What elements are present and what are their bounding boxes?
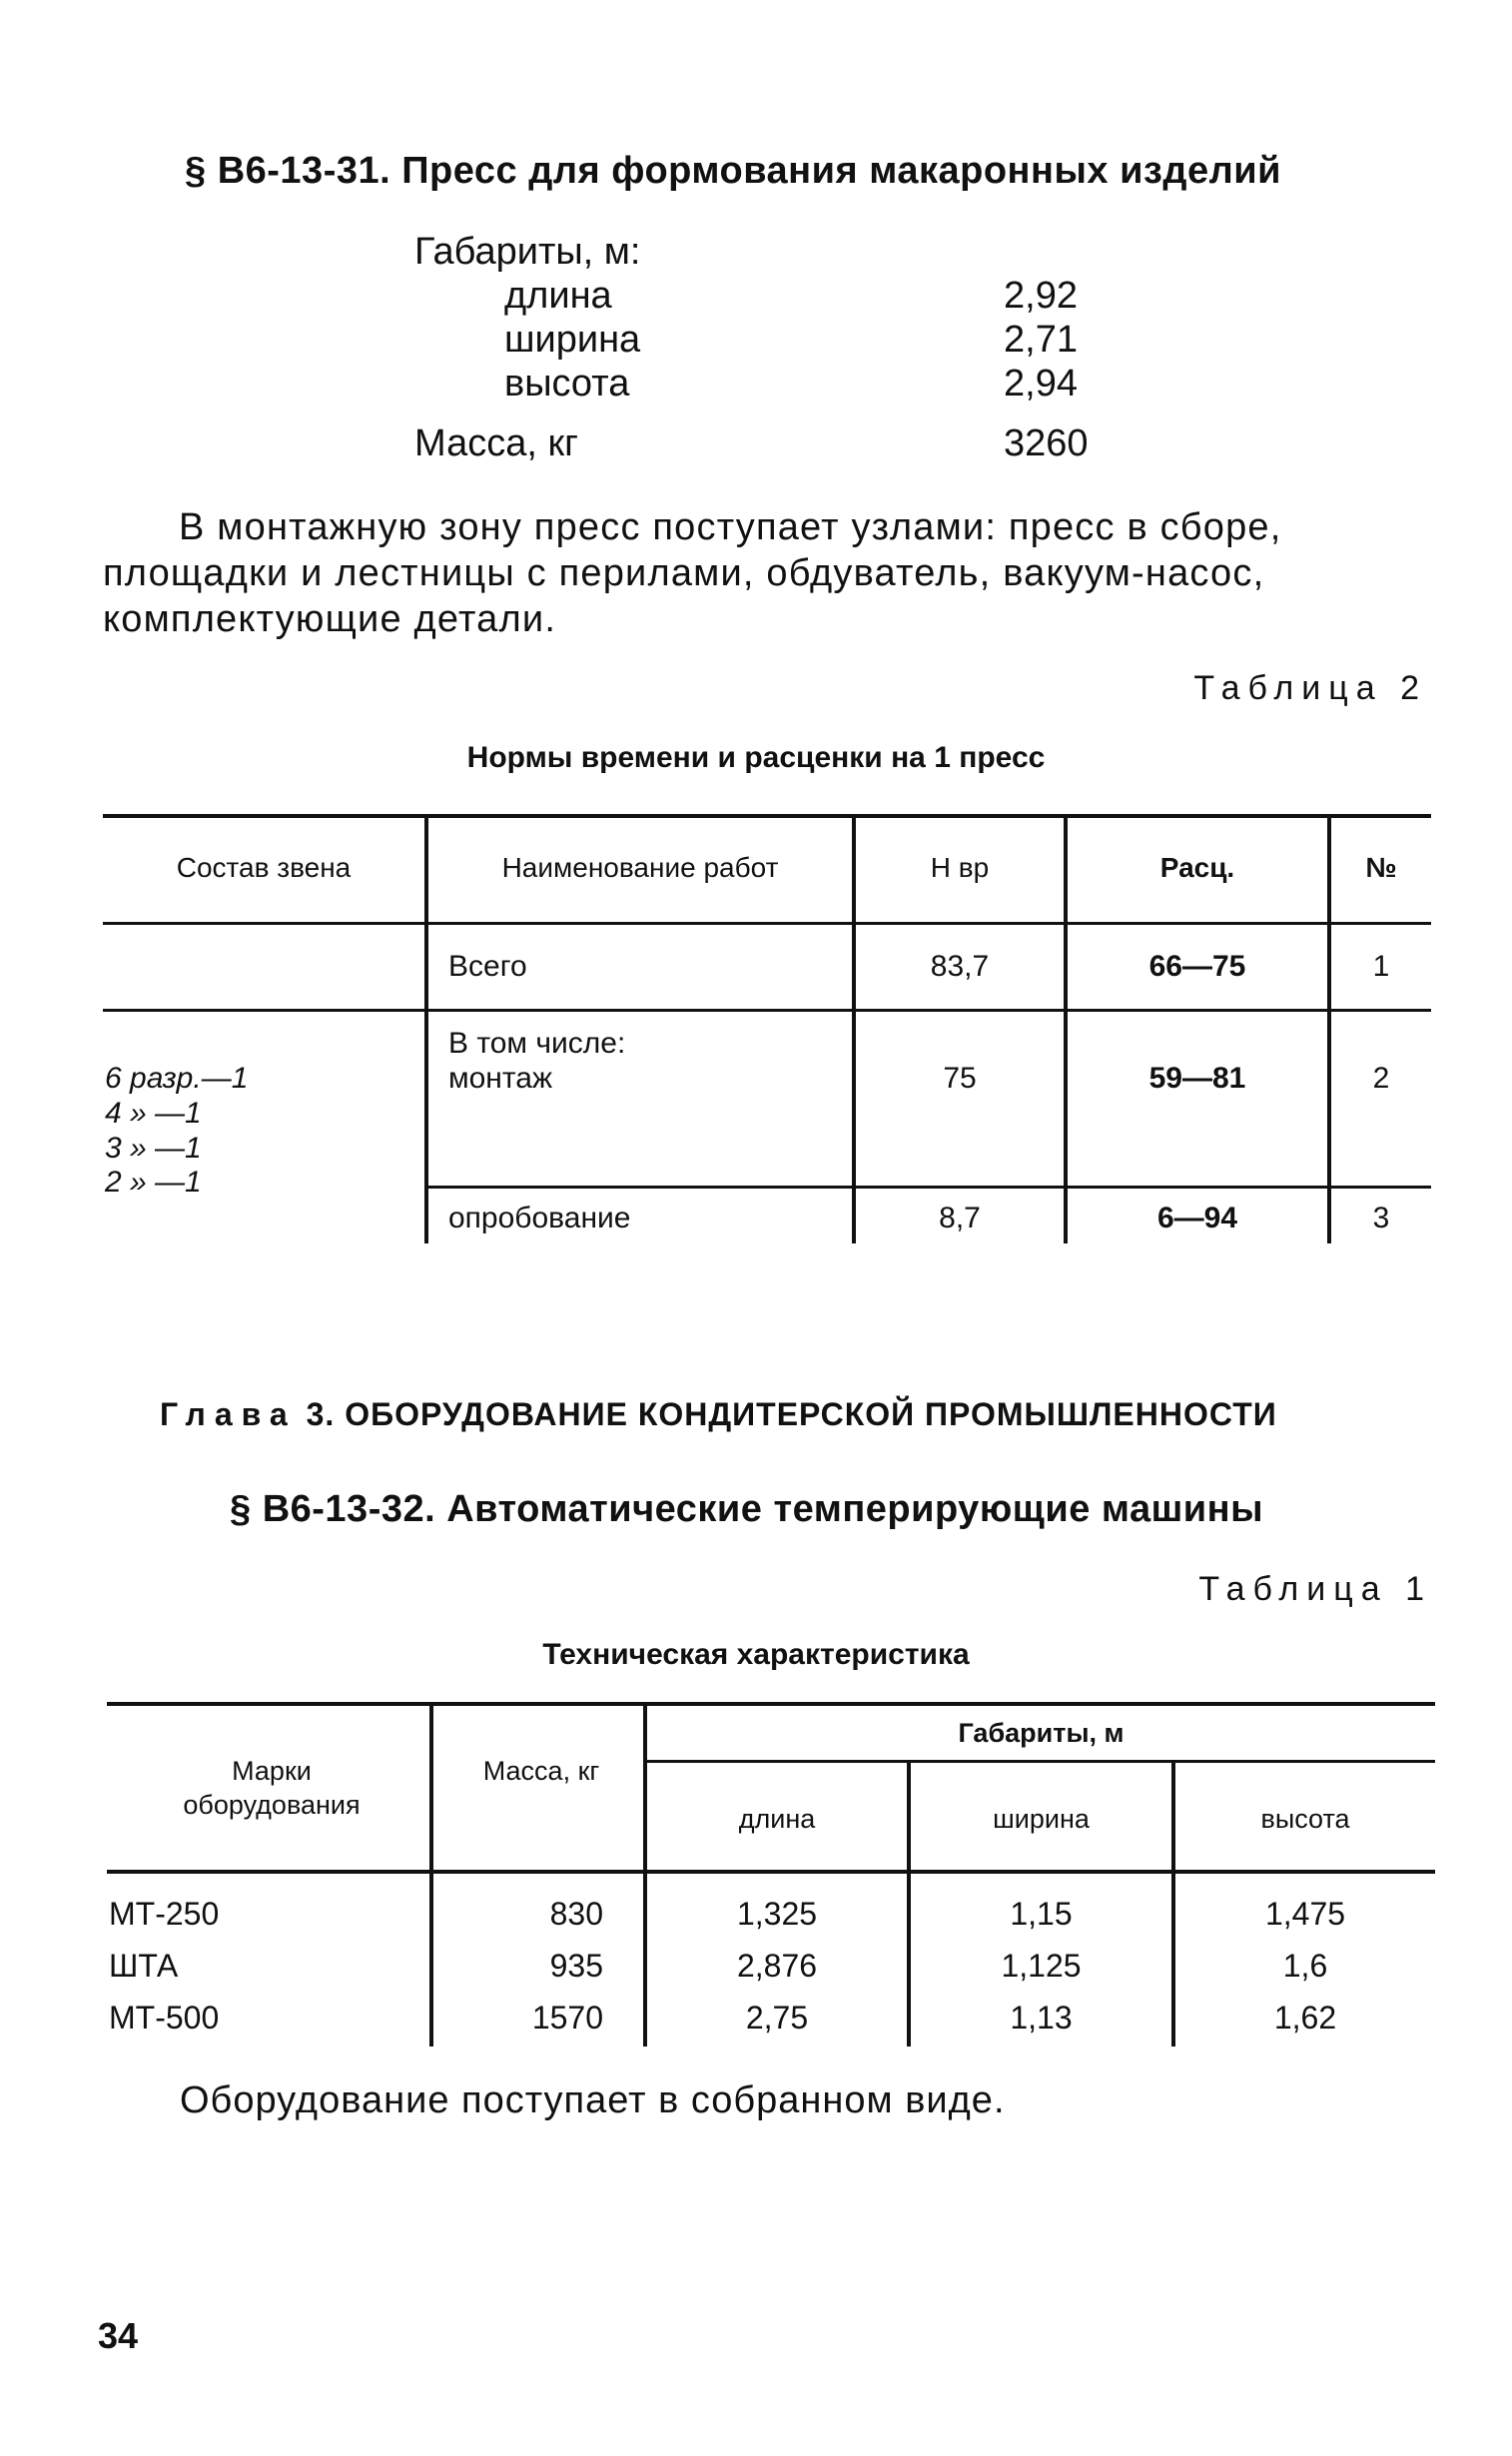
mass-cell: 830 bbox=[549, 1896, 603, 1932]
height-cell: 1,475 bbox=[1264, 1896, 1346, 1932]
chapter-title: 3. ОБОРУДОВАНИЕ КОНДИТЕРСКОЙ ПРОМЫШЛЕННОСТИ bbox=[306, 1396, 1277, 1432]
crew-line: 2 » —1 bbox=[105, 1166, 202, 1199]
col-header: Н вр bbox=[930, 852, 990, 883]
dim-value: 2,94 bbox=[1004, 363, 1078, 405]
table-col-rule bbox=[643, 1702, 647, 2047]
work-name: опробование bbox=[448, 1202, 631, 1234]
delivery-note: Оборудование поступает в собранном виде. bbox=[180, 2079, 1006, 2121]
section-heading: § В6-13-31. Пресс для формования макаронных изделий bbox=[185, 150, 1281, 192]
col-header: Состав звена bbox=[176, 852, 352, 883]
mass-cell: 935 bbox=[549, 1948, 603, 1984]
time-norm: 83,7 bbox=[930, 950, 990, 983]
width-cell: 1,15 bbox=[1010, 1896, 1073, 1932]
mass-label: Масса, кг bbox=[414, 422, 578, 464]
col-header: Расц. bbox=[1159, 852, 1235, 883]
crew-line: 4 » —1 bbox=[105, 1097, 202, 1130]
height-cell: 1,6 bbox=[1282, 1948, 1328, 1984]
table-caption: Нормы времени и расценки на 1 пресс bbox=[466, 741, 1046, 774]
time-norm: 8,7 bbox=[939, 1202, 981, 1234]
brand-cell: МТ-500 bbox=[109, 2000, 220, 2036]
rate: 6—94 bbox=[1156, 1202, 1238, 1234]
col-header-height: высота bbox=[1260, 1804, 1350, 1834]
dim-value: 2,71 bbox=[1004, 319, 1078, 361]
dimensions-label: Габариты, м: bbox=[414, 231, 641, 273]
dim-label: длина bbox=[504, 275, 612, 317]
rate: 59—81 bbox=[1148, 1062, 1246, 1095]
col-header-width: ширина bbox=[993, 1804, 1090, 1834]
page-number: 34 bbox=[98, 2315, 139, 2356]
tech-specs-table bbox=[107, 1702, 1435, 2047]
table-rule bbox=[107, 1702, 1435, 1706]
width-cell: 1,125 bbox=[1001, 1948, 1082, 1984]
table-rule bbox=[646, 1760, 1435, 1763]
table-rule bbox=[107, 1870, 1435, 1874]
table-label: Таблица 2 bbox=[1193, 669, 1427, 707]
crew-line: 6 разр.—1 bbox=[105, 1062, 249, 1095]
chapter-heading bbox=[160, 1396, 1277, 1433]
work-name: монтаж bbox=[448, 1062, 553, 1095]
height-cell: 1,62 bbox=[1273, 2000, 1337, 2036]
col-header-mass: Масса, кг bbox=[482, 1756, 600, 1786]
crew-line: 3 » —1 bbox=[105, 1132, 202, 1165]
dim-value: 2,92 bbox=[1004, 275, 1078, 317]
table-rule bbox=[103, 1009, 1431, 1012]
col-header: Наименование работ bbox=[501, 852, 779, 883]
body-paragraph bbox=[103, 504, 1431, 642]
body-paragraph-text: В монтажную зону пресс поступает узлами: пресс в сборе, площадки и лестницы с перилами, обдуватель, вакуум-насос, комплектующие детали. bbox=[103, 506, 1282, 640]
brand-cell: ШТА bbox=[109, 1948, 179, 1984]
work-name: Всего bbox=[448, 950, 527, 983]
row-number: 1 bbox=[1372, 950, 1390, 983]
mass-value: 3260 bbox=[1004, 422, 1089, 464]
length-cell: 1,325 bbox=[736, 1896, 818, 1932]
rate: 66—75 bbox=[1148, 950, 1246, 983]
col-header: № bbox=[1365, 852, 1397, 883]
row-number: 3 bbox=[1372, 1202, 1390, 1234]
table-rule bbox=[426, 1186, 1431, 1189]
spec-list bbox=[414, 230, 1114, 465]
brand-cell: МТ-250 bbox=[109, 1896, 220, 1932]
mass-cell: 1570 bbox=[531, 2000, 603, 2036]
section-heading: § В6-13-32. Автоматические темперирующие машины bbox=[230, 1488, 1264, 1530]
chapter-prefix: Глава bbox=[160, 1396, 297, 1432]
width-cell: 1,13 bbox=[1010, 2000, 1073, 2036]
col-header-length: длина bbox=[738, 1804, 816, 1834]
length-cell: 2,876 bbox=[736, 1948, 818, 1984]
length-cell: 2,75 bbox=[745, 2000, 809, 2036]
table-rule bbox=[103, 814, 1431, 818]
time-norm: 75 bbox=[943, 1062, 977, 1095]
table-label: Таблица 1 bbox=[1198, 1570, 1432, 1608]
table-col-rule bbox=[429, 1702, 433, 2047]
norms-table bbox=[103, 814, 1431, 1243]
row-number: 2 bbox=[1372, 1062, 1390, 1095]
work-name-line1: В том числе: bbox=[448, 1027, 626, 1060]
col-group-dims: Габариты, м bbox=[958, 1718, 1125, 1748]
col-header-brand: Марки оборудования bbox=[183, 1756, 361, 1820]
dim-label: ширина bbox=[504, 319, 641, 361]
table-caption: Техническая характеристика bbox=[542, 1638, 970, 1671]
table-rule bbox=[103, 922, 1431, 925]
dim-label: высота bbox=[504, 363, 630, 405]
